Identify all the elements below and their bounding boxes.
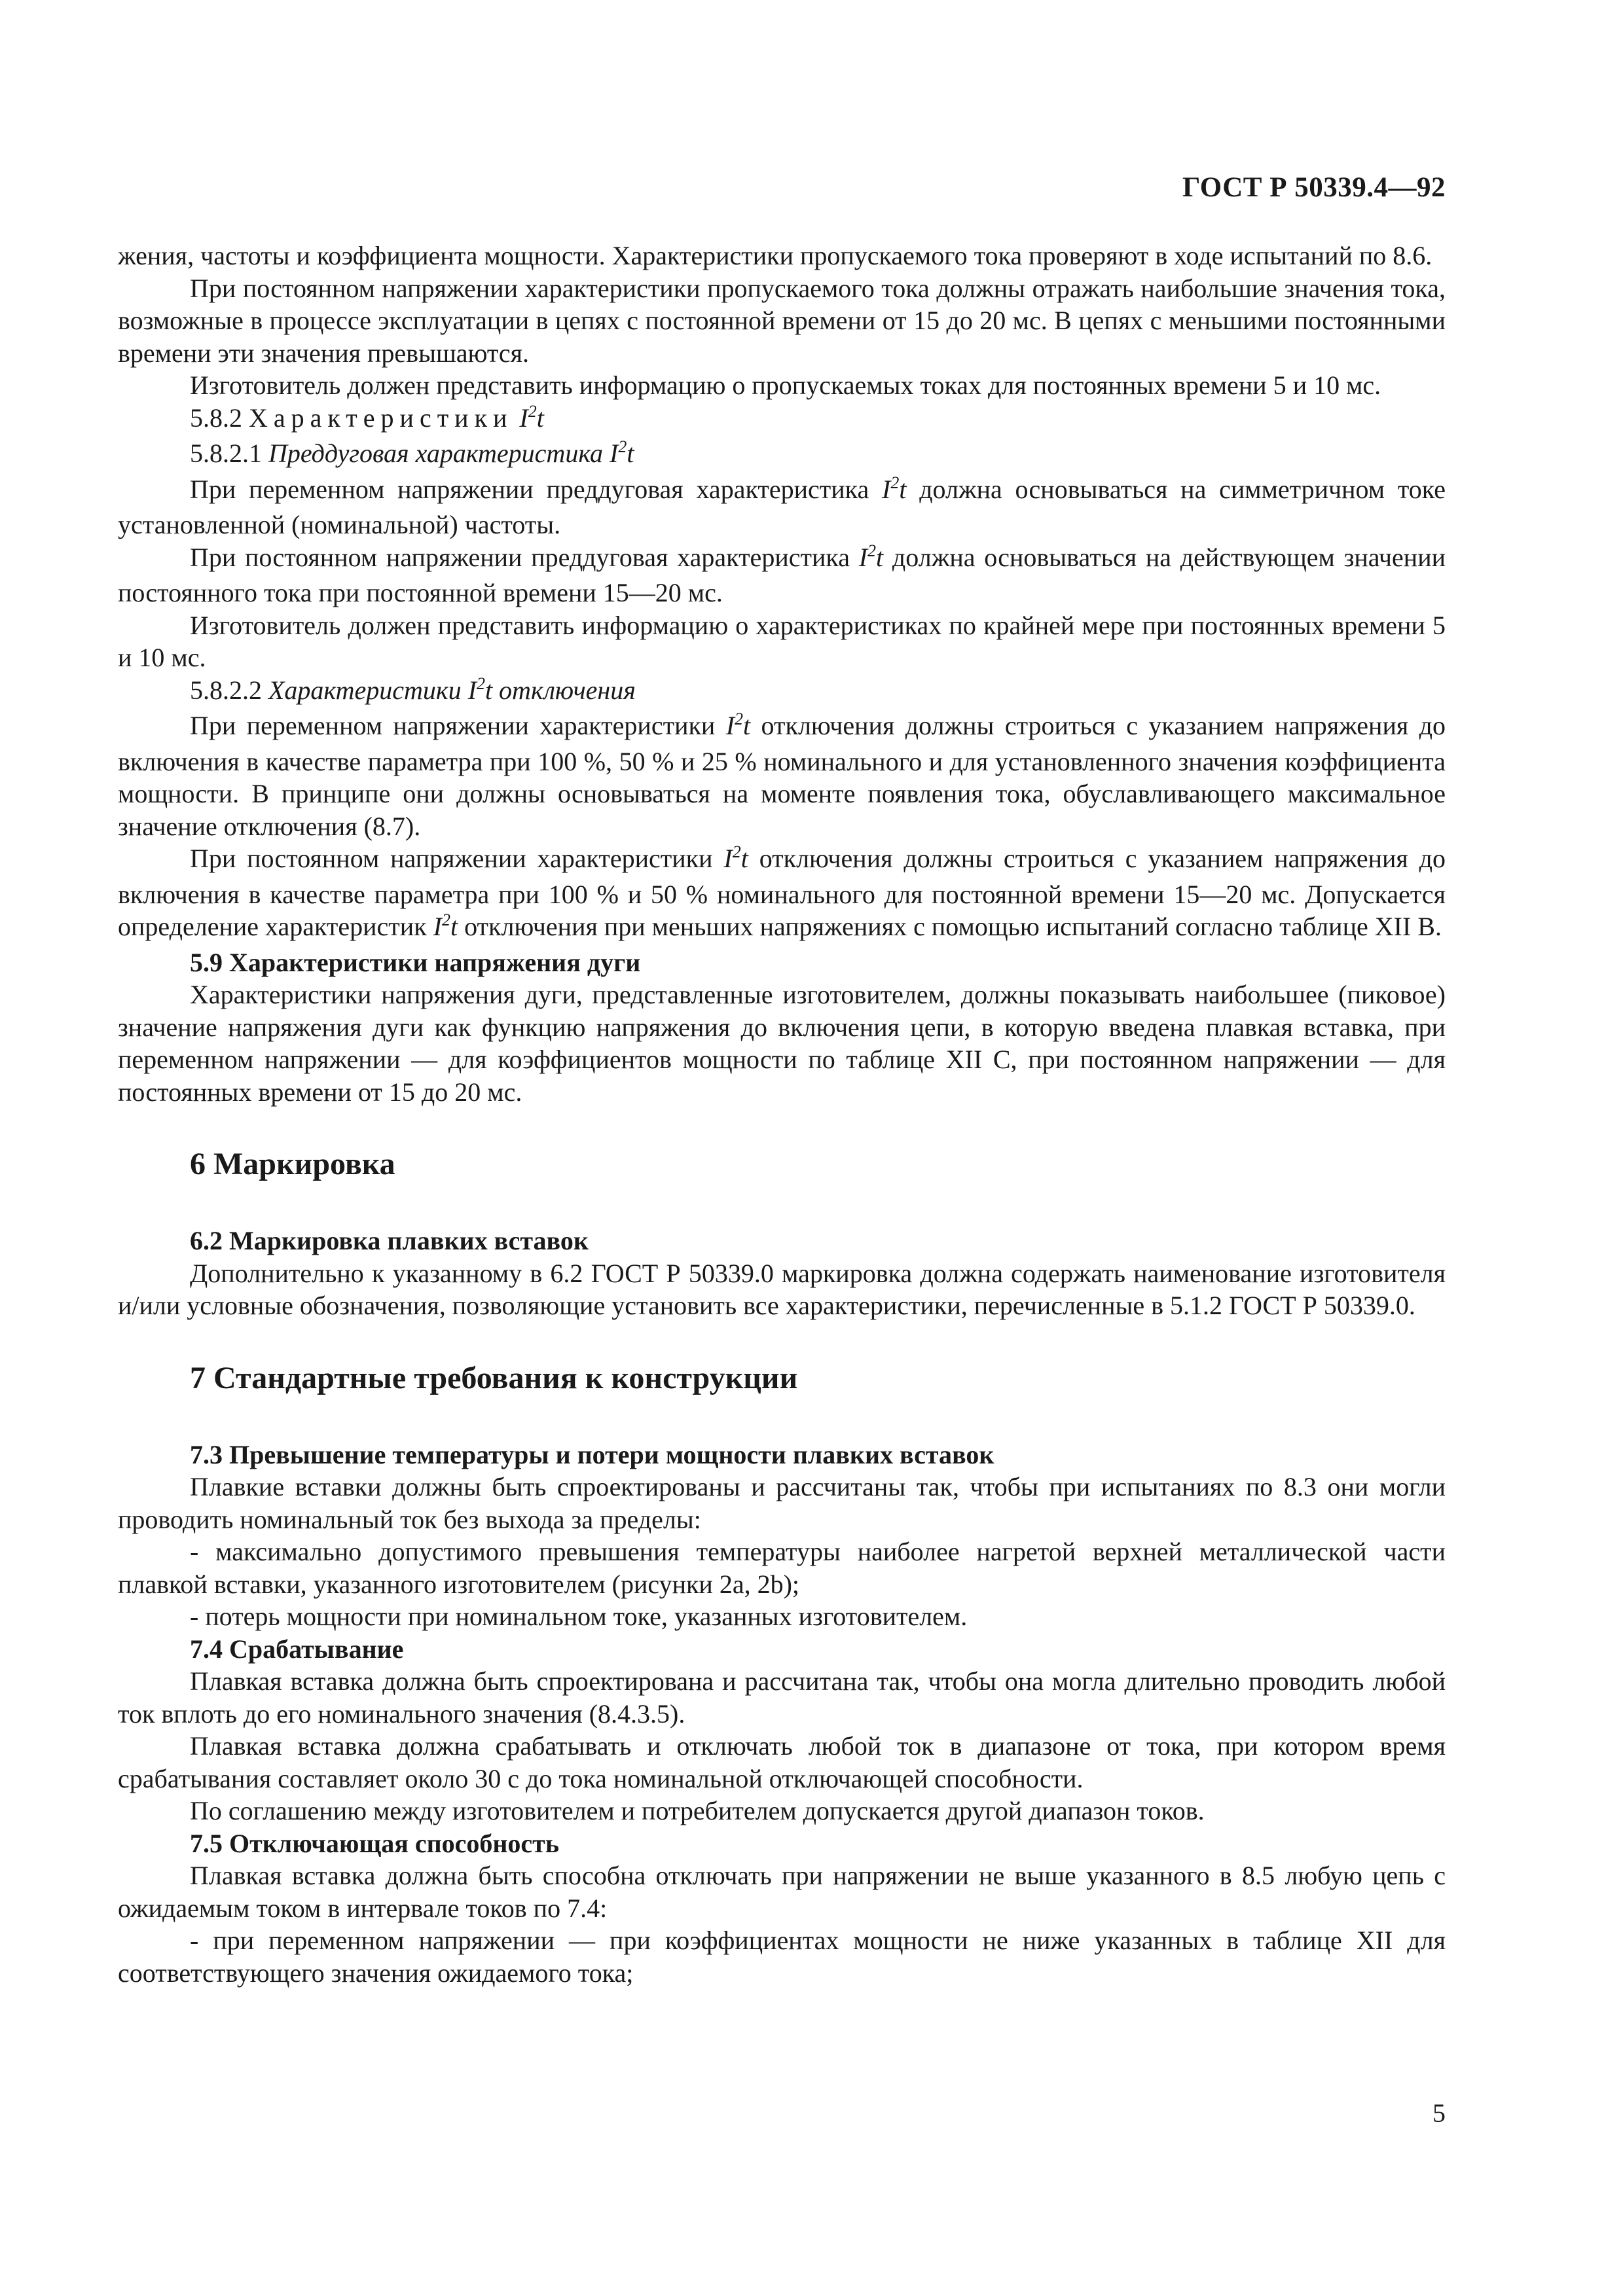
list-item: - максимально допустимого превышения температуры наиболее нагретой верхней металлической части плавкой вставки, указанного изготовителем (рисунки 2а, 2b); bbox=[118, 1537, 1446, 1599]
section-heading-7-5: 7.5 Отключающая способность bbox=[190, 1828, 559, 1858]
document-code-header: ГОСТ Р 50339.4—92 bbox=[1182, 172, 1446, 203]
section-number: 5.8.2 bbox=[190, 403, 242, 433]
list-item: - потерь мощности при номинальном токе, указанных изготовителем. bbox=[190, 1602, 968, 1631]
section-heading-6-2: 6.2 Маркировка плавких вставок bbox=[190, 1226, 589, 1255]
section-heading-5-8-2 bbox=[118, 402, 1446, 438]
section-heading-7-3: 7.3 Превышение температуры и потери мощности плавких вставок bbox=[190, 1439, 994, 1469]
paragraph: Изготовитель должен представить информацию о характеристиках по крайней мере при постоянных времени 5 и 10 мс. bbox=[118, 610, 1446, 672]
paragraph: При постоянном напряжении преддуговая характеристика $I^2t$ должна основываться на действующем значении постоянного тока при постоянной времени 15—20 мс. bbox=[118, 541, 1446, 607]
paragraph: По соглашению между изготовителем и потребителем допускается другой диапазон токов. bbox=[190, 1796, 1205, 1825]
list-item: - при переменном напряжении — при коэффициентах мощности не ниже указанных в таблице XII для соответствующего значения ожидаемого тока; bbox=[118, 1926, 1446, 1988]
paragraph: жения, частоты и коэффициента мощности. Характеристики пропускаемого тока проверяют в ходе испытаний по 8.6. bbox=[118, 241, 1432, 270]
section-title: Характеристики bbox=[249, 403, 513, 433]
chapter-heading-6: 6 Маркировка bbox=[190, 1147, 395, 1181]
section-number: 5.8.2.1 bbox=[190, 439, 262, 468]
paragraph: При постоянном напряжении характеристики пропускаемого тока должны отражать наибольшие значения тока, возможные в процессе эксплуатации в цепях с постоянной времени от 15 до 20 мс. В цепях с меньшими постоянными времени эти значения превышаются. bbox=[118, 273, 1446, 368]
i2t-symbol: $I^2t$ bbox=[519, 401, 544, 433]
section-title: Преддуговая характеристика $I^2t$ bbox=[268, 437, 634, 468]
paragraph: Изготовитель должен представить информацию о пропускаемых токах для постоянных времени 5 и 10 мс. bbox=[190, 370, 1381, 400]
paragraph: Плавкая вставка должна срабатывать и отключать любой ток в диапазоне от тока, при котором время срабатывания составляет около 30 с до тока номинальной отключающей способности. bbox=[118, 1731, 1446, 1793]
section-number: 5.8.2.2 bbox=[190, 675, 262, 705]
paragraph: Дополнительно к указанному в 6.2 ГОСТ Р 50339.0 маркировка должна содержать наименование изготовителя и/или условные обозначения, позволяющие установить все характеристики, перечисленные в 5.1.2 ГОСТ Р 50339.0. bbox=[118, 1258, 1446, 1320]
paragraph: Характеристики напряжения дуги, представленные изготовителем, должны показывать наибольшее (пиковое) значение напряжения дуги как функцию напряжения до включения цепи, в которую введена плавкая вставка, при переменном напряжении — для коэффициентов мощности по таблице XII С, при постоянном напряжении — для постоянных времени от 15 до 20 мс. bbox=[118, 980, 1446, 1107]
paragraph: При переменном напряжении характеристики $I^2t$ отключения должны строиться с указанием напряжения до включения в качестве параметра при 100 %, 50 % и 25 % номинального и для установленного значения коэффициента мощности. В принципе они должны основываться на моменте появления тока, обуславливающего максимальное значение отключения (8.7). bbox=[118, 709, 1446, 841]
paragraph: При переменном напряжении преддуговая характеристика $I^2t$ должна основываться на симметричном токе установленной (номинальной) частоты. bbox=[118, 473, 1446, 539]
paragraph: Плавкая вставка должна быть спроектирована и рассчитана так, чтобы она могла длительно проводить любой ток вплоть до его номинального значения (8.4.3.5). bbox=[118, 1666, 1446, 1729]
paragraph: При постоянном напряжении характеристики $I^2t$ отключения должны строиться с указанием напряжения до включения в качестве параметра при 100 % и 50 % номинального для постоянной времени 15—20 мс. Допускается определение характеристик $I^2t$ отключения при меньших напряжениях с помощью испытаний согласно таблице XII В. bbox=[118, 842, 1446, 941]
page-number: 5 bbox=[1432, 2098, 1446, 2128]
chapter-heading-7: 7 Стандартные требования к конструкции bbox=[190, 1360, 798, 1395]
section-heading-5-8-2-2 bbox=[118, 674, 1446, 710]
paragraph: Плавкие вставки должны быть спроектированы и рассчитаны так, чтобы при испытаниях по 8.3 они могли проводить номинальный ток без выхода за пределы: bbox=[118, 1472, 1446, 1534]
section-title: Характеристики $I^2t$ отключения bbox=[268, 673, 636, 705]
section-heading-7-4: 7.4 Срабатывание bbox=[190, 1634, 404, 1664]
paragraph: Плавкая вставка должна быть способна отключать при напряжении не выше указанного в 8.5 любую цепь с ожидаемым током в интервале токов по 7.4: bbox=[118, 1861, 1446, 1923]
page-body bbox=[118, 240, 1446, 1989]
section-heading-5-9: 5.9 Характеристики напряжения дуги bbox=[190, 947, 641, 977]
section-heading-5-8-2-1 bbox=[118, 437, 1446, 473]
